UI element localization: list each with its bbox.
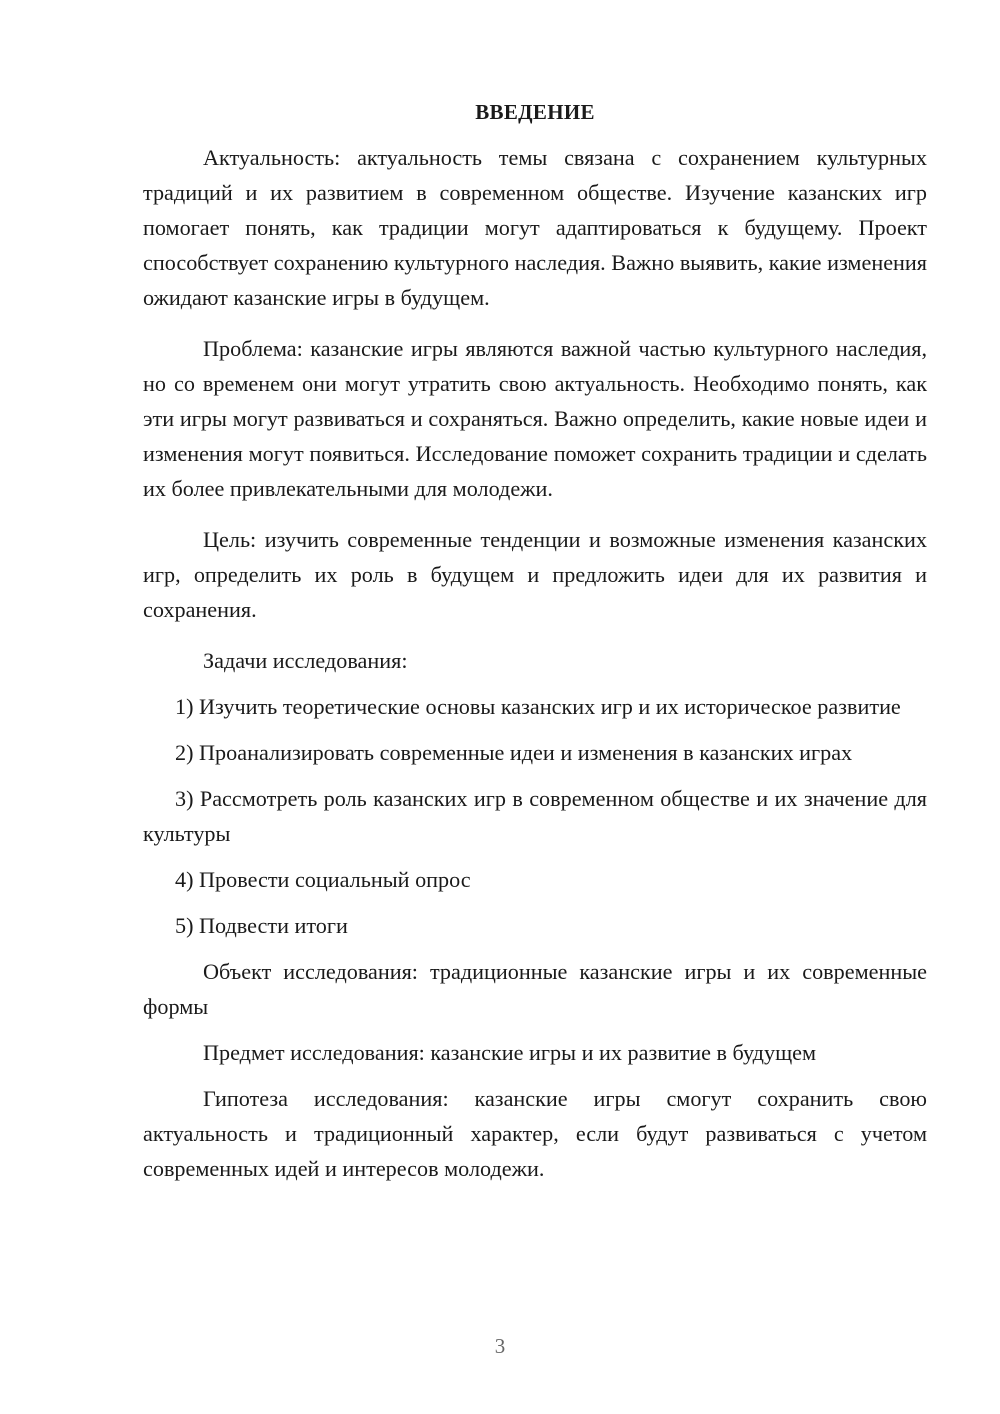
list-item: 4) Провести социальный опрос bbox=[175, 867, 471, 892]
goal-paragraph: Цель: изучить современные тенденции и возможные изменения казанских игр, определить их роль в будущем и предложить идеи для их развития и сохранения. bbox=[143, 527, 927, 622]
relevance-paragraph: Актуальность: актуальность темы связана с сохранением культурных традиций и их развитием в современном обществе. Изучение казанских игр помогает понять, как традиции могут адаптироваться к будущему. Проект способствует сохранению культурного наследия. Важно выявить, какие изменения ожидают казанские игры в будущем. bbox=[143, 145, 927, 310]
tasks-list bbox=[143, 689, 927, 943]
list-item: 3) Рассмотреть роль казанских игр в современном обществе и их значение для культуры bbox=[143, 786, 927, 846]
page-number: 3 bbox=[494, 1334, 506, 1358]
page-title: ВВЕДЕНИЕ bbox=[475, 100, 595, 124]
subject-paragraph: Предмет исследования: казанские игры и их развитие в будущем bbox=[203, 1040, 817, 1065]
list-item: 2) Проанализировать современные идеи и изменения в казанских играх bbox=[175, 740, 853, 765]
hypothesis-paragraph: Гипотеза исследования: казанские игры смогут сохранить свою актуальность и традиционный характер, если будут развиваться с учетом современных идей и интересов молодежи. bbox=[143, 1086, 927, 1181]
list-item: 5) Подвести итоги bbox=[175, 913, 348, 938]
document-page bbox=[143, 95, 927, 1186]
tasks-title: Задачи исследования: bbox=[203, 648, 408, 673]
problem-paragraph: Проблема: казанские игры являются важной частью культурного наследия, но со временем они могут утратить свою актуальность. Необходимо понять, как эти игры могут развиваться и сохраняться. Важно определить, какие новые идеи и изменения могут появиться. Исследование поможет сохранить традиции и сделать их более привлекательными для молодежи. bbox=[143, 336, 927, 501]
list-item: 1) Изучить теоретические основы казанских игр и их историческое развитие bbox=[175, 694, 901, 719]
object-paragraph: Объект исследования: традиционные казанские игры и их современные формы bbox=[143, 959, 927, 1019]
